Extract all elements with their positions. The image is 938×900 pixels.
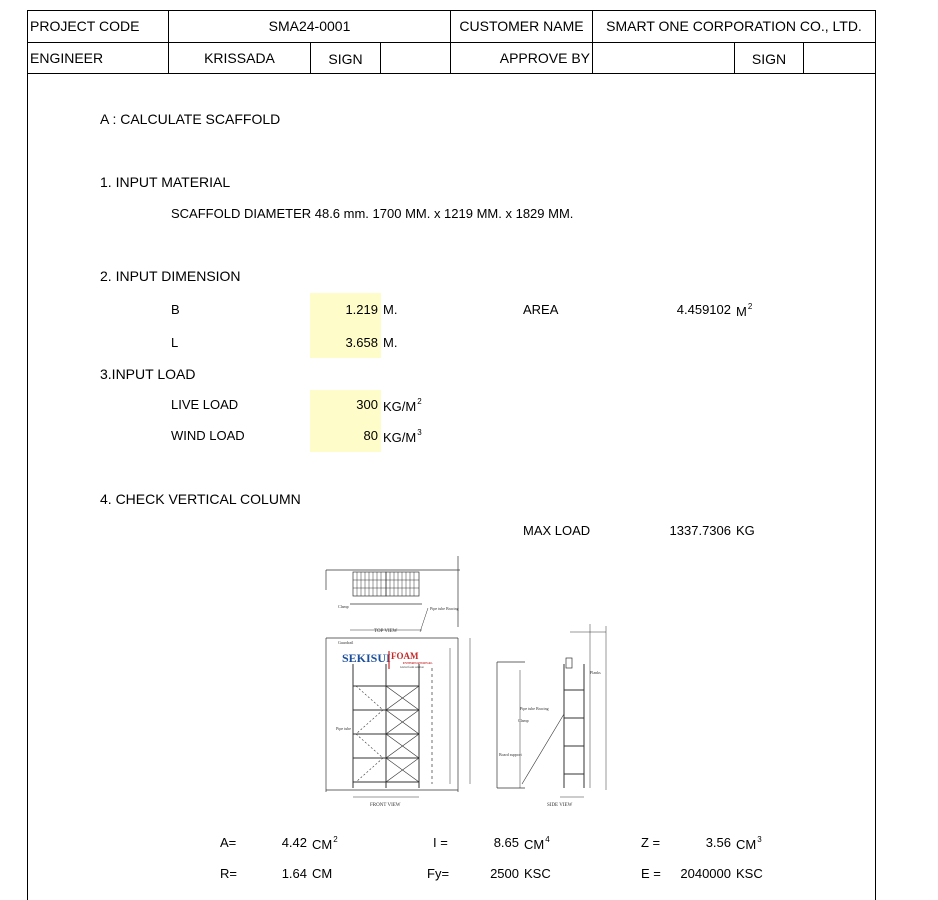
svg-text:INTERNATIONAL: INTERNATIONAL — [403, 661, 433, 665]
wind-load-label: WIND LOAD — [171, 428, 245, 443]
engineer-value: KRISSADA — [204, 49, 275, 66]
l-value: 3.658 — [345, 335, 378, 350]
clamp-note: Clamp — [338, 604, 349, 609]
section-1-title: 1. INPUT MATERIAL — [100, 174, 231, 190]
engineer-label: ENGINEER — [30, 49, 104, 66]
wind-load-value: 80 — [363, 428, 378, 443]
max-load-unit: KG — [736, 523, 755, 538]
area-value: 4.459102 — [676, 302, 731, 317]
project-code-value: SMA24-0001 — [268, 17, 351, 34]
inertia-label: I = — [433, 835, 448, 850]
section-4-title: 4. CHECK VERTICAL COLUMN — [100, 491, 301, 507]
area-property-unit: $CM^2$ — [312, 835, 338, 852]
clamp-side-note: Clamp — [518, 718, 529, 723]
yield-strength-value: 2500 — [490, 866, 519, 881]
svg-text:SEKISUI: SEKISUI — [342, 651, 391, 665]
section-modulus-value: 3.56 — [705, 835, 731, 850]
customer-name-value: SMART ONE CORPORATION CO., LTD. — [606, 17, 862, 34]
yield-strength-unit: KSC — [524, 866, 551, 881]
l-label: L — [171, 335, 179, 350]
project-code-label: PROJECT CODE — [30, 17, 140, 34]
section-modulus-label: Z = — [641, 835, 661, 850]
customer-name-label: CUSTOMER NAME — [459, 17, 584, 34]
pipe-tube-bracing-note: Pipe tube Bracing — [430, 606, 459, 611]
pipe-tube-bracing-side-note: Pipe tube Bracing — [520, 706, 549, 711]
live-load-label: LIVE LOAD — [171, 397, 239, 412]
b-label: B — [171, 302, 180, 317]
side-view-label: SIDE VIEW — [547, 803, 573, 808]
approver-sign-label: SIGN — [751, 50, 787, 67]
max-load-value: 1337.7306 — [669, 523, 731, 538]
board-support-note: Board support — [499, 752, 522, 757]
l-unit: M. — [383, 335, 398, 350]
section-2-title: 2. INPUT DIMENSION — [100, 268, 241, 284]
elastic-modulus-unit: KSC — [736, 866, 763, 881]
wind-load-unit: $KG/M^3$ — [383, 428, 422, 445]
planks-note: Planks — [590, 670, 601, 675]
yield-strength-label: Fy= — [427, 866, 450, 881]
sekisui-foam-logo — [342, 651, 433, 669]
area-property-label: A= — [220, 835, 237, 850]
area-label: AREA — [523, 302, 559, 317]
front-view-label: FRONT VIEW — [370, 803, 401, 808]
radius-gyration-unit: CM — [312, 866, 333, 881]
pipe-tube-note: Pipe tube — [336, 726, 351, 731]
live-load-unit: $KG/M^2$ — [383, 397, 422, 414]
scaffold-drawing — [320, 552, 610, 812]
guardrail-note: Guardrail — [338, 640, 354, 645]
live-load-value: 300 — [356, 397, 378, 412]
area-unit: $M^2$ — [736, 302, 753, 319]
approve-by-label: APPROVE BY — [499, 49, 590, 66]
svg-text:Global foam solution: Global foam solution — [400, 666, 424, 669]
radius-gyration-value: 1.64 — [281, 866, 307, 881]
radius-gyration-label: R= — [220, 866, 237, 881]
b-unit: M. — [383, 302, 398, 317]
material-description: SCAFFOLD DIAMETER 48.6 mm. 1700 MM. x 1219 MM. x 1829 MM. — [171, 206, 574, 221]
top-view-label: TOP VIEW — [374, 629, 398, 634]
section-modulus-unit: $CM^3$ — [736, 835, 762, 852]
b-value: 1.219 — [345, 302, 378, 317]
section-3-title: 3.INPUT LOAD — [100, 366, 196, 382]
elastic-modulus-value: 2040000 — [680, 866, 731, 881]
elastic-modulus-label: E = — [641, 866, 661, 881]
inertia-unit: $CM^4$ — [524, 835, 550, 852]
engineer-sign-label: SIGN — [328, 50, 363, 67]
max-load-label: MAX LOAD — [523, 523, 591, 538]
section-a-title: A : CALCULATE SCAFFOLD — [100, 111, 281, 127]
area-property-value: 4.42 — [281, 835, 307, 850]
svg-text:FOAM: FOAM — [391, 651, 419, 661]
inertia-value: 8.65 — [493, 835, 519, 850]
